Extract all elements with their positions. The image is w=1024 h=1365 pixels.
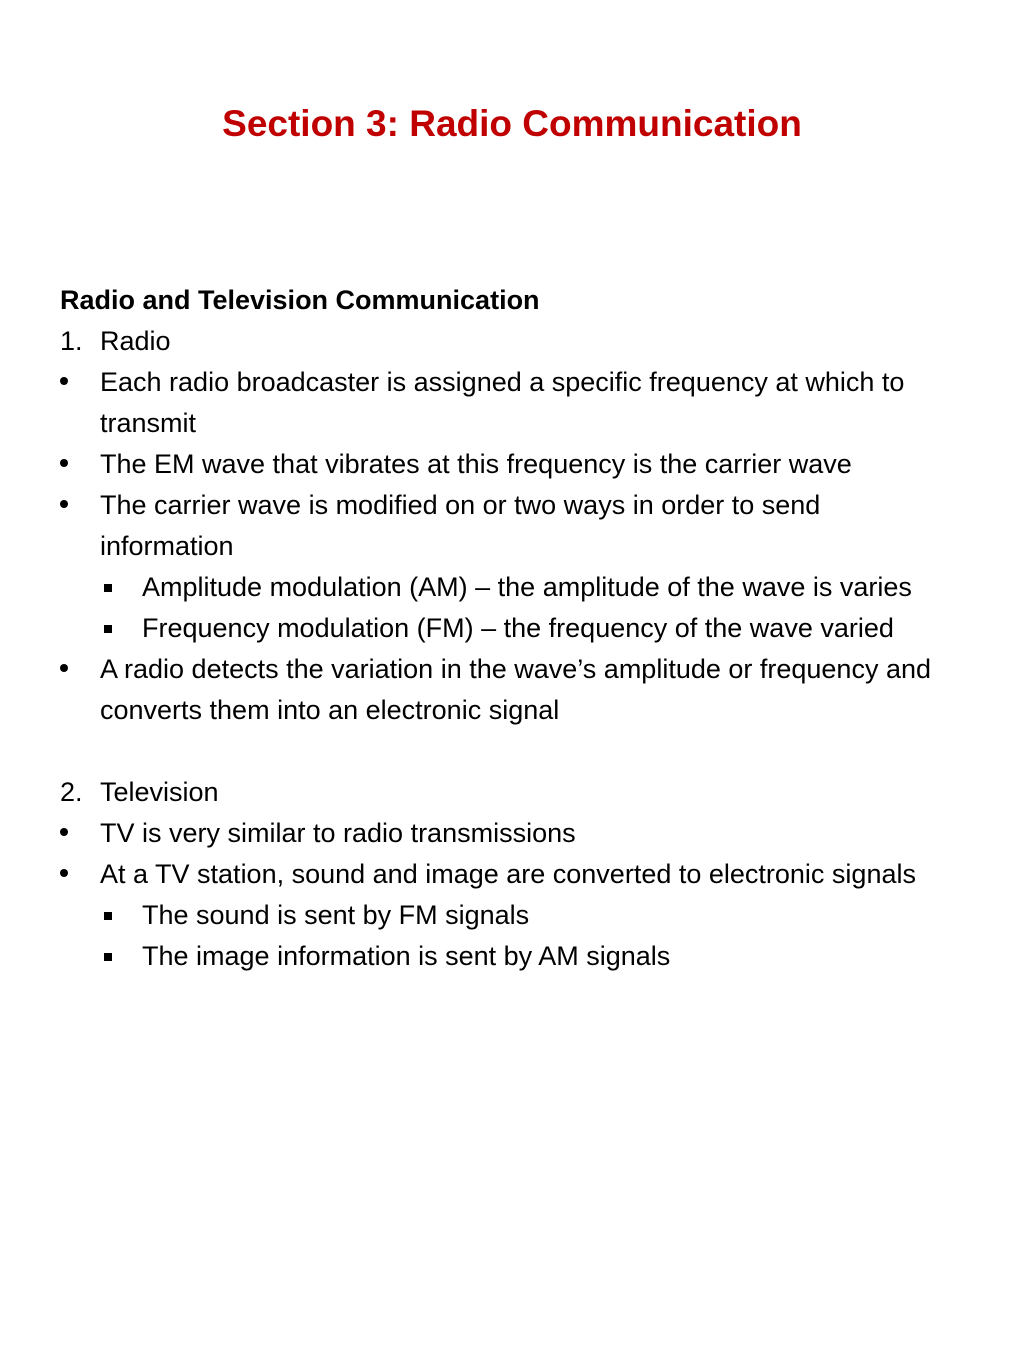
bullet-dot-icon xyxy=(60,664,68,672)
bullet-dot-icon xyxy=(60,869,68,877)
list-item xyxy=(60,813,960,854)
bullet-dot-icon xyxy=(60,500,68,508)
bullet-dot-icon xyxy=(60,459,68,467)
section-number: 1. xyxy=(60,326,83,356)
section-number: 2. xyxy=(60,777,83,807)
section-television xyxy=(60,772,960,813)
sub-list-item xyxy=(60,936,960,977)
bullet-square-icon xyxy=(104,912,112,920)
section-radio xyxy=(60,321,960,362)
list-item-text: At a TV station, sound and image are converted to electronic signals xyxy=(100,859,916,889)
sub-list-item xyxy=(60,608,960,649)
sub-list-item xyxy=(60,895,960,936)
bullet-square-icon xyxy=(104,953,112,961)
list-item xyxy=(60,854,960,895)
list-item-text: TV is very similar to radio transmissions xyxy=(100,818,576,848)
spacer xyxy=(60,731,960,772)
list-item xyxy=(60,362,960,444)
sub-list-item-text: The image information is sent by AM signals xyxy=(142,941,671,971)
section-label: Radio xyxy=(100,326,171,356)
list-item xyxy=(60,444,960,485)
sub-list-item-text: Amplitude modulation (AM) – the amplitude of the wave is varies xyxy=(142,572,912,602)
sub-list-item-text: Frequency modulation (FM) – the frequency of the wave varied xyxy=(142,613,894,643)
bullet-square-icon xyxy=(104,625,112,633)
list-item-text: The carrier wave is modified on or two ways in order to send information xyxy=(100,490,821,561)
bullet-dot-icon xyxy=(60,377,68,385)
section-label: Television xyxy=(100,777,219,807)
sub-list-item-text: The sound is sent by FM signals xyxy=(142,900,530,930)
slide-body xyxy=(60,280,960,977)
list-item xyxy=(60,649,960,731)
list-item xyxy=(60,485,960,567)
list-item-text: A radio detects the variation in the wave’s amplitude or frequency and converts them into an electronic signal xyxy=(100,654,932,725)
list-item-text: The EM wave that vibrates at this frequency is the carrier wave xyxy=(100,449,852,479)
sub-list-item xyxy=(60,567,960,608)
bullet-dot-icon xyxy=(60,828,68,836)
slide-title: Section 3: Radio Communication xyxy=(222,103,802,144)
content-heading: Radio and Television Communication xyxy=(60,285,540,315)
bullet-square-icon xyxy=(104,584,112,592)
list-item-text: Each radio broadcaster is assigned a specific frequency at which to transmit xyxy=(100,367,905,438)
